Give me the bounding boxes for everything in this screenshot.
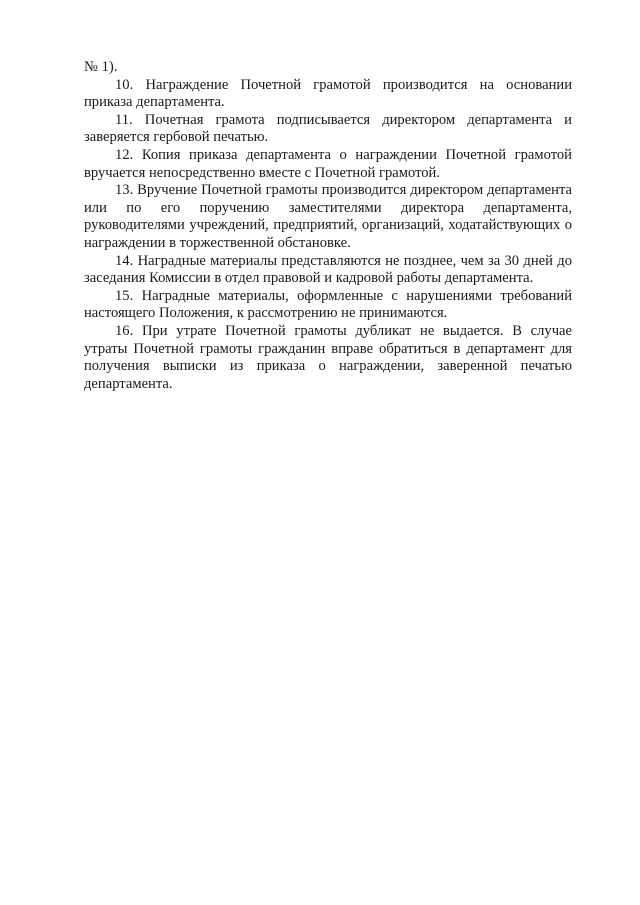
paragraph-14: 14. Наградные материалы представляются не позднее, чем за 30 дней до заседания Комиссии в отдел правовой и кадровой работы департамента. (84, 252, 572, 287)
paragraph-12: 12. Копия приказа департамента о награждении Почетной грамотой вручается непосредственно вместе с Почетной грамотой. (84, 146, 572, 181)
paragraph-13: 13. Вручение Почетной грамоты производится директором департамента или по его поручению заместителями директора департамента, руководителями учреждений, предприятий, организаций, ходатайствующих о награждении в торжественной обстановке. (84, 182, 572, 251)
paragraph-15: 15. Наградные материалы, оформленные с нарушениями требований настоящего Положения, к рассмотрению не принимаются. (84, 287, 572, 322)
paragraph-11: 11. Почетная грамота подписывается директором департамента и заверяется гербовой печатью. (84, 111, 572, 146)
paragraph-16: 16. При утрате Почетной грамоты дубликат не выдается. В случае утраты Почетной грамоты гражданин вправе обратиться в департамент для получения выписки из приказа о награждении, заверенной печатью департамента. (84, 322, 572, 392)
document-body (84, 59, 572, 393)
paragraph-10: 10. Награждение Почетной грамотой производится на основании приказа департамента. (84, 76, 572, 111)
continuation-line: № 1). (84, 59, 118, 75)
